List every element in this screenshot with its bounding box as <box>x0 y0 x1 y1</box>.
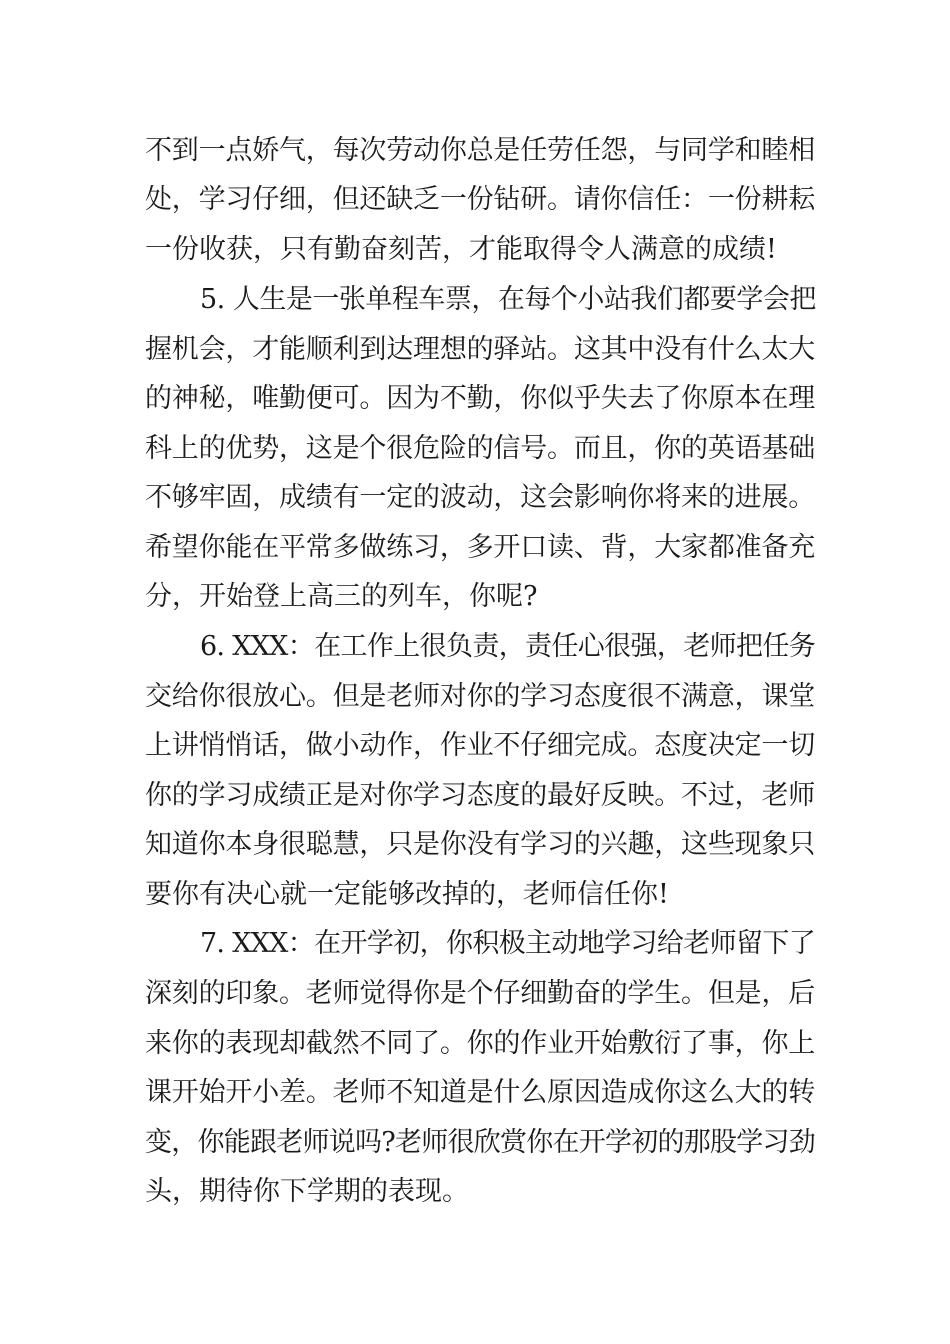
text-line: 交给你很放心。但是老师对你的学习态度很不满意，课堂 <box>145 681 815 712</box>
text-line: 你的学习成绩正是对你学习态度的最好反映。不过，老师 <box>145 780 815 811</box>
text-line: 不够牢固，成绩有一定的波动，这会影响你将来的进展。 <box>145 482 815 513</box>
text-line: 头，期待你下学期的表现。 <box>145 1176 469 1207</box>
text-line: 变，你能跟老师说吗?老师很欣赏你在开学初的那股学习劲 <box>145 1127 815 1158</box>
text-line: 深刻的印象。老师觉得你是个仔细勤奋的学生。但是，后 <box>145 978 815 1009</box>
paragraph-5-first-line: 5. 人生是一张单程车票，在每个小站我们都要学会把 <box>200 284 816 315</box>
text-line: 握机会，才能顺利到达理想的驿站。这其中没有什么太大 <box>145 334 815 365</box>
text-line: 希望你能在平常多做练习，多开口读、背，大家都准备充 <box>145 532 815 563</box>
text-line: 要你有决心就一定能够改掉的，老师信任你! <box>145 879 669 910</box>
text-line: 一份收获，只有勤奋刻苦，才能取得令人满意的成绩! <box>145 234 777 265</box>
text-line: 分，开始登上高三的列车，你呢? <box>145 581 538 612</box>
text-line: 不到一点娇气，每次劳动你总是任劳任怨，与同学和睦相 <box>145 135 815 166</box>
text-line: 课开始开小差。老师不知道是什么原因造成你这么大的转 <box>145 1077 815 1108</box>
paragraph-6-first-line: 6. XXX：在工作上很负责，责任心很强，老师把任务 <box>200 631 815 662</box>
text-line: 上讲悄悄话，做小动作，作业不仔细完成。态度决定一切 <box>145 730 815 761</box>
text-line: 知道你本身很聪慧，只是你没有学习的兴趣，这些现象只 <box>145 829 815 860</box>
text-line: 科上的优势，这是个很危险的信号。而且，你的英语基础 <box>145 433 815 464</box>
text-line: 的神秘，唯勤便可。因为不勤，你似乎失去了你原本在理 <box>145 383 815 414</box>
paragraph-7-first-line: 7. XXX：在开学初，你积极主动地学习给老师留下了 <box>200 928 815 959</box>
text-line: 处，学习仔细，但还缺乏一份钻研。请你信任：一份耕耘 <box>145 184 815 215</box>
text-line: 来你的表现却截然不同了。你的作业开始敷衍了事，你上 <box>145 1028 815 1059</box>
